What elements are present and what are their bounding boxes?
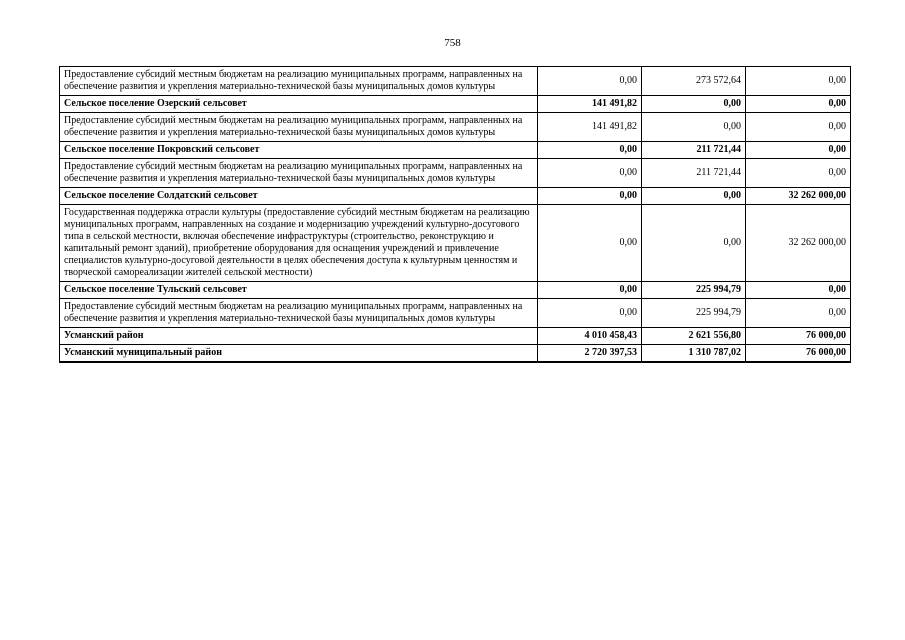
row-value-col3: 0,00	[746, 142, 851, 159]
row-value-col3: 76 000,00	[746, 345, 851, 363]
row-value-col3: 0,00	[746, 159, 851, 188]
row-value-col1: 0,00	[538, 188, 642, 205]
row-name-cell: Предоставление субсидий местным бюджетам на реализацию муниципальных программ, направленных на обеспечение развития и укрепления материально-технической базы муниципальных домов культуры	[60, 67, 538, 96]
table-row-summary	[60, 345, 851, 363]
row-value-col3: 76 000,00	[746, 328, 851, 345]
table-row-summary	[60, 142, 851, 159]
table-row-summary	[60, 188, 851, 205]
row-value-col2: 0,00	[642, 113, 746, 142]
row-value-col1: 0,00	[538, 299, 642, 328]
table-row-summary	[60, 282, 851, 299]
table-row	[60, 67, 851, 96]
row-value-col2: 225 994,79	[642, 282, 746, 299]
row-name-cell: Усманский район	[60, 328, 538, 345]
table-row-summary	[60, 328, 851, 345]
row-value-col1: 4 010 458,43	[538, 328, 642, 345]
row-name-cell: Государственная поддержка отрасли культуры (предоставление субсидий местным бюджетам на реализацию муниципальных программ, направленных на создание и модернизацию учреждений культурно-досугового типа в сельской местности, включая обеспечение инфраструктуры (строительство, реконструкцию и капитальный ремонт зданий), приобретение оборудования для оснащения учреждений и привлечение специалистов культурно-досуговой деятельности в целях обеспечения доступа к культурным ценностям и творческой самореализации жителей сельской местности)	[60, 205, 538, 282]
row-name-cell: Сельское поселение Озерский сельсовет	[60, 96, 538, 113]
row-value-col1: 0,00	[538, 67, 642, 96]
row-value-col1: 141 491,82	[538, 113, 642, 142]
page-number: 758	[444, 37, 461, 49]
row-value-col2: 0,00	[642, 205, 746, 282]
row-name-cell: Предоставление субсидий местным бюджетам на реализацию муниципальных программ, направленных на обеспечение развития и укрепления материально-технической базы муниципальных домов культуры	[60, 159, 538, 188]
table-row	[60, 299, 851, 328]
row-name-cell: Усманский муниципальный район	[60, 345, 538, 363]
row-value-col1: 0,00	[538, 282, 642, 299]
row-value-col2: 225 994,79	[642, 299, 746, 328]
row-name-cell: Сельское поселение Тульский сельсовет	[60, 282, 538, 299]
row-value-col2: 0,00	[642, 96, 746, 113]
row-value-col1: 0,00	[538, 142, 642, 159]
table-row	[60, 113, 851, 142]
row-value-col2: 1 310 787,02	[642, 345, 746, 363]
row-value-col2: 211 721,44	[642, 142, 746, 159]
table-row	[60, 159, 851, 188]
row-value-col2: 2 621 556,80	[642, 328, 746, 345]
row-value-col3: 0,00	[746, 282, 851, 299]
row-value-col2: 0,00	[642, 188, 746, 205]
row-value-col2: 211 721,44	[642, 159, 746, 188]
row-name-cell: Сельское поселение Солдатский сельсовет	[60, 188, 538, 205]
row-value-col3: 0,00	[746, 96, 851, 113]
table-row-summary	[60, 96, 851, 113]
table-row	[60, 205, 851, 282]
row-value-col3: 0,00	[746, 299, 851, 328]
row-value-col3: 32 262 000,00	[746, 188, 851, 205]
row-value-col1: 0,00	[538, 159, 642, 188]
row-name-cell: Предоставление субсидий местным бюджетам на реализацию муниципальных программ, направленных на обеспечение развития и укрепления материально-технической базы муниципальных домов культуры	[60, 113, 538, 142]
row-value-col1: 2 720 397,53	[538, 345, 642, 363]
row-value-col1: 0,00	[538, 205, 642, 282]
row-value-col3: 0,00	[746, 113, 851, 142]
row-value-col3: 32 262 000,00	[746, 205, 851, 282]
row-value-col2: 273 572,64	[642, 67, 746, 96]
row-name-cell: Предоставление субсидий местным бюджетам на реализацию муниципальных программ, направленных на обеспечение развития и укрепления материально-технической базы муниципальных домов культуры	[60, 299, 538, 328]
row-name-cell: Сельское поселение Покровский сельсовет	[60, 142, 538, 159]
row-value-col3: 0,00	[746, 67, 851, 96]
budget-table	[59, 66, 851, 363]
row-value-col1: 141 491,82	[538, 96, 642, 113]
